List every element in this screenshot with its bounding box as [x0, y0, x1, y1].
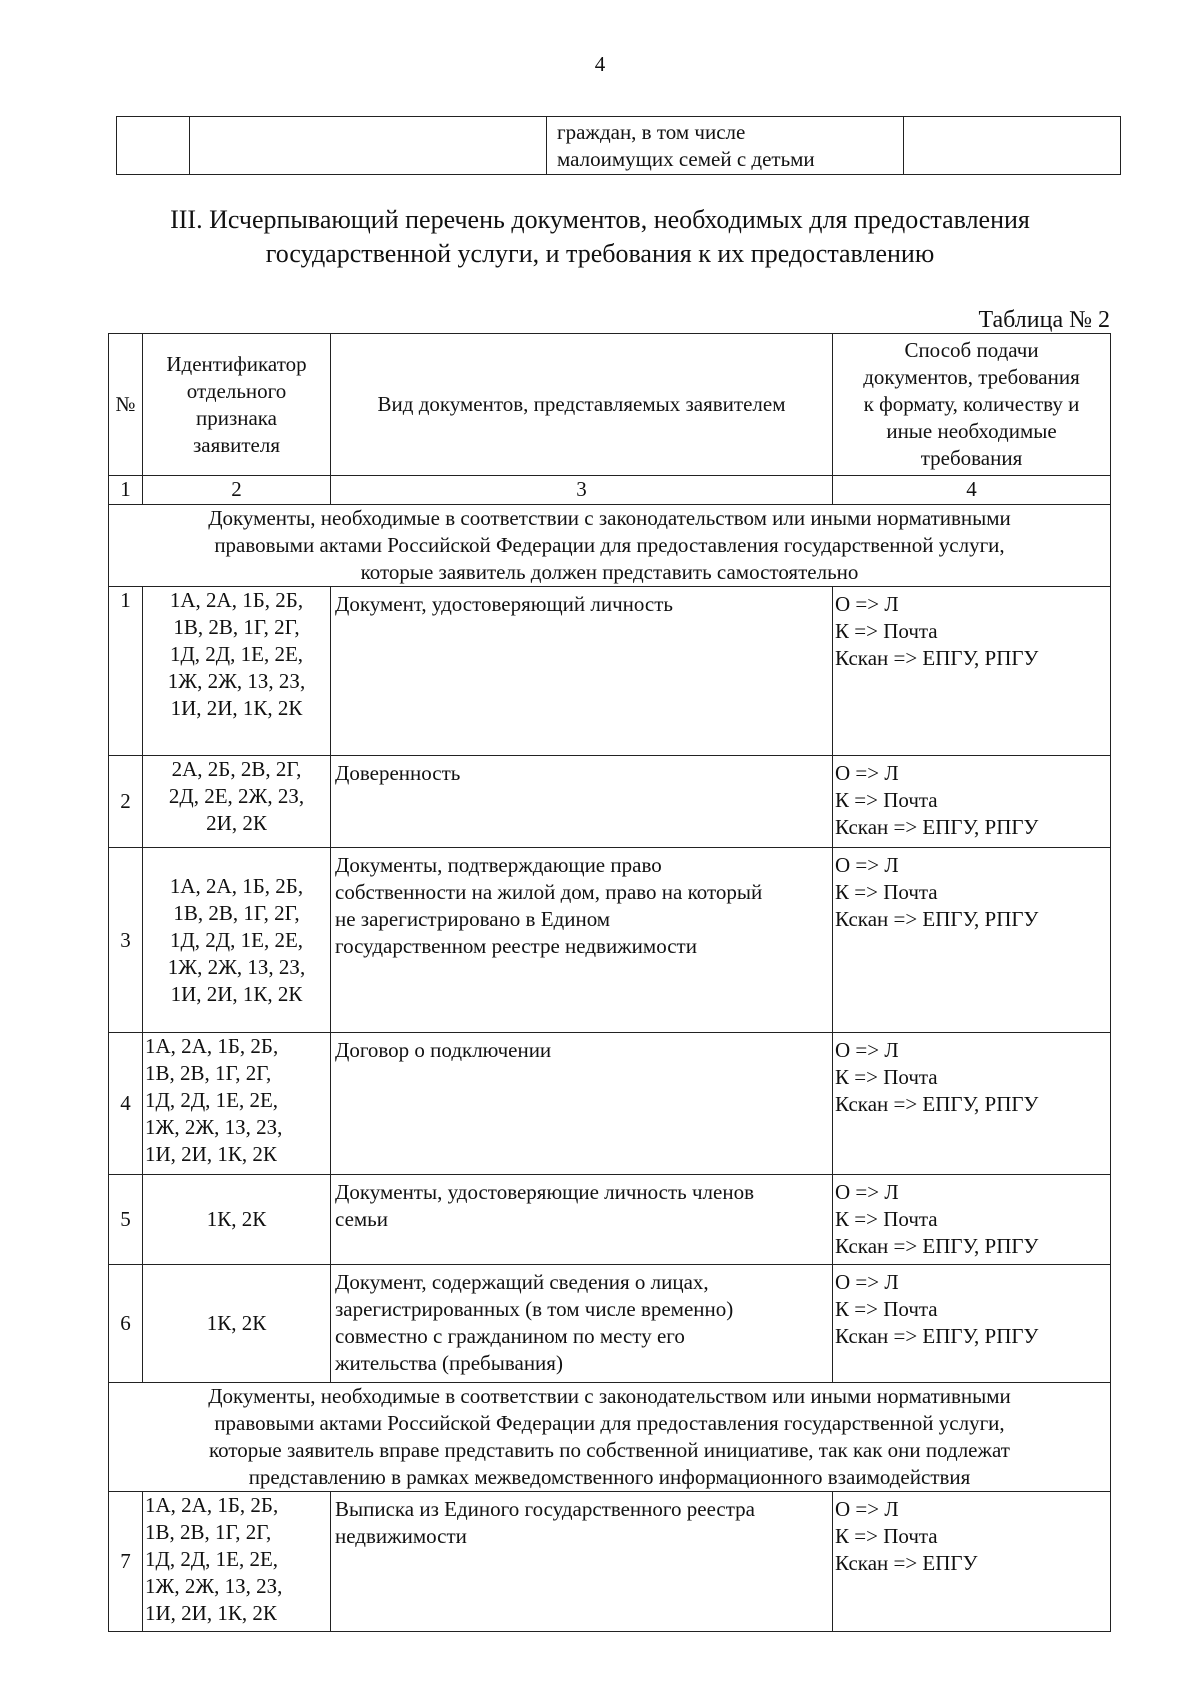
continuation-cell-text: [547, 117, 904, 175]
applicant-identifiers: 2А, 2Б, 2В, 2Г, 2Д, 2Е, 2Ж, 2З, 2И, 2К: [143, 756, 331, 848]
submission-method: О => Л К => Почта Кскан => ЕПГУ, РПГУ: [833, 1033, 1111, 1175]
document-type: Документ, удостоверяющий личность: [331, 587, 833, 756]
table-row: [109, 1175, 1111, 1265]
row-number: 7: [109, 1492, 143, 1632]
section-heading: [100, 203, 1100, 271]
table-row: [109, 1492, 1111, 1632]
document-type: Договор о подключении: [331, 1033, 833, 1175]
column-number: 1: [109, 476, 143, 505]
row-number: 4: [109, 1033, 143, 1175]
submission-method: О => Л К => Почта Кскан => ЕПГУ, РПГУ: [833, 1265, 1111, 1383]
header-method: Способ подачи документов, требования к формату, количеству и иные необходимые требования: [833, 334, 1111, 476]
documents-table: [108, 333, 1111, 1632]
column-number: 4: [833, 476, 1111, 505]
continuation-line: малоимущих семей с детьми: [557, 147, 815, 171]
row-number: 6: [109, 1265, 143, 1383]
row-number: 1: [109, 587, 143, 756]
continuation-table: [116, 116, 1121, 175]
applicant-identifiers: 1К, 2К: [143, 1265, 331, 1383]
row-number: 3: [109, 848, 143, 1033]
applicant-identifiers: 1К, 2К: [143, 1175, 331, 1265]
continuation-cell-empty: [117, 117, 190, 175]
submission-method: О => Л К => Почта Кскан => ЕПГУ, РПГУ: [833, 587, 1111, 756]
section-row-optional: [109, 1383, 1111, 1492]
section-row-mandatory: [109, 505, 1111, 587]
submission-method: О => Л К => Почта Кскан => ЕПГУ, РПГУ: [833, 756, 1111, 848]
page-number: 4: [594, 52, 606, 76]
document-type: Доверенность: [331, 756, 833, 848]
row-number: 2: [109, 756, 143, 848]
row-number: 5: [109, 1175, 143, 1265]
submission-method: О => Л К => Почта Кскан => ЕПГУ, РПГУ: [833, 1175, 1111, 1265]
section-heading-line: государственной услуги, и требования к их предоставлению: [265, 239, 935, 268]
continuation-cell-empty: [904, 117, 1121, 175]
document-type: Документ, содержащий сведения о лицах, зарегистрированных (в том числе временно) совместно с гражданином по месту его жительства (пребывания): [331, 1265, 833, 1383]
applicant-identifiers: 1А, 2А, 1Б, 2Б, 1В, 2В, 1Г, 2Г, 1Д, 2Д, 1Е, 2Е, 1Ж, 2Ж, 1З, 2З, 1И, 2И, 1К, 2К: [143, 848, 331, 1033]
header-doc-type: Вид документов, представляемых заявителем: [331, 334, 833, 476]
applicant-identifiers: 1А, 2А, 1Б, 2Б, 1В, 2В, 1Г, 2Г, 1Д, 2Д, 1Е, 2Е, 1Ж, 2Ж, 1З, 2З, 1И, 2И, 1К, 2К: [143, 587, 331, 756]
header-identifier: Идентификатор отдельного признака заявителя: [143, 334, 331, 476]
table-row: [109, 587, 1111, 756]
document-type: Документы, подтверждающие право собственности на жилой дом, право на который не зарегистрировано в Едином государственном реестре недвижимости: [331, 848, 833, 1033]
column-number: 3: [331, 476, 833, 505]
submission-method: О => Л К => Почта Кскан => ЕПГУ, РПГУ: [833, 848, 1111, 1033]
applicant-identifiers: 1А, 2А, 1Б, 2Б, 1В, 2В, 1Г, 2Г, 1Д, 2Д, 1Е, 2Е, 1Ж, 2Ж, 1З, 2З, 1И, 2И, 1К, 2К: [143, 1492, 331, 1632]
continuation-cell-empty: [190, 117, 547, 175]
section-title: Документы, необходимые в соответствии с законодательством или иными нормативными правовыми актами Российской Федерации для предоставления государственной услуги, которые заявитель должен представить самостоятельно: [109, 505, 1111, 587]
table-row: [109, 756, 1111, 848]
applicant-identifiers: 1А, 2А, 1Б, 2Б, 1В, 2В, 1Г, 2Г, 1Д, 2Д, 1Е, 2Е, 1Ж, 2Ж, 1З, 2З, 1И, 2И, 1К, 2К: [143, 1033, 331, 1175]
document-type: Документы, удостоверяющие личность членов семьи: [331, 1175, 833, 1265]
header-num: №: [109, 334, 143, 476]
continuation-line: граждан, в том числе: [557, 120, 746, 144]
submission-method: О => Л К => Почта Кскан => ЕПГУ: [833, 1492, 1111, 1632]
document-type: Выписка из Единого государственного реестра недвижимости: [331, 1492, 833, 1632]
table-caption: Таблица № 2: [978, 307, 1110, 333]
column-number: 2: [143, 476, 331, 505]
section-title: Документы, необходимые в соответствии с законодательством или иными нормативными правовыми актами Российской Федерации для предоставления государственной услуги, которые заявитель вправе представить по собственной инициативе, так как они подлежат представлению в рамках межведомственного информационного взаимодействия: [109, 1383, 1111, 1492]
table-row: [109, 1265, 1111, 1383]
table-row: [109, 848, 1111, 1033]
header-row: [109, 334, 1111, 476]
table-row: [109, 1033, 1111, 1175]
column-numbers-row: [109, 476, 1111, 505]
section-heading-line: III. Исчерпывающий перечень документов, необходимых для предоставления: [170, 205, 1030, 234]
